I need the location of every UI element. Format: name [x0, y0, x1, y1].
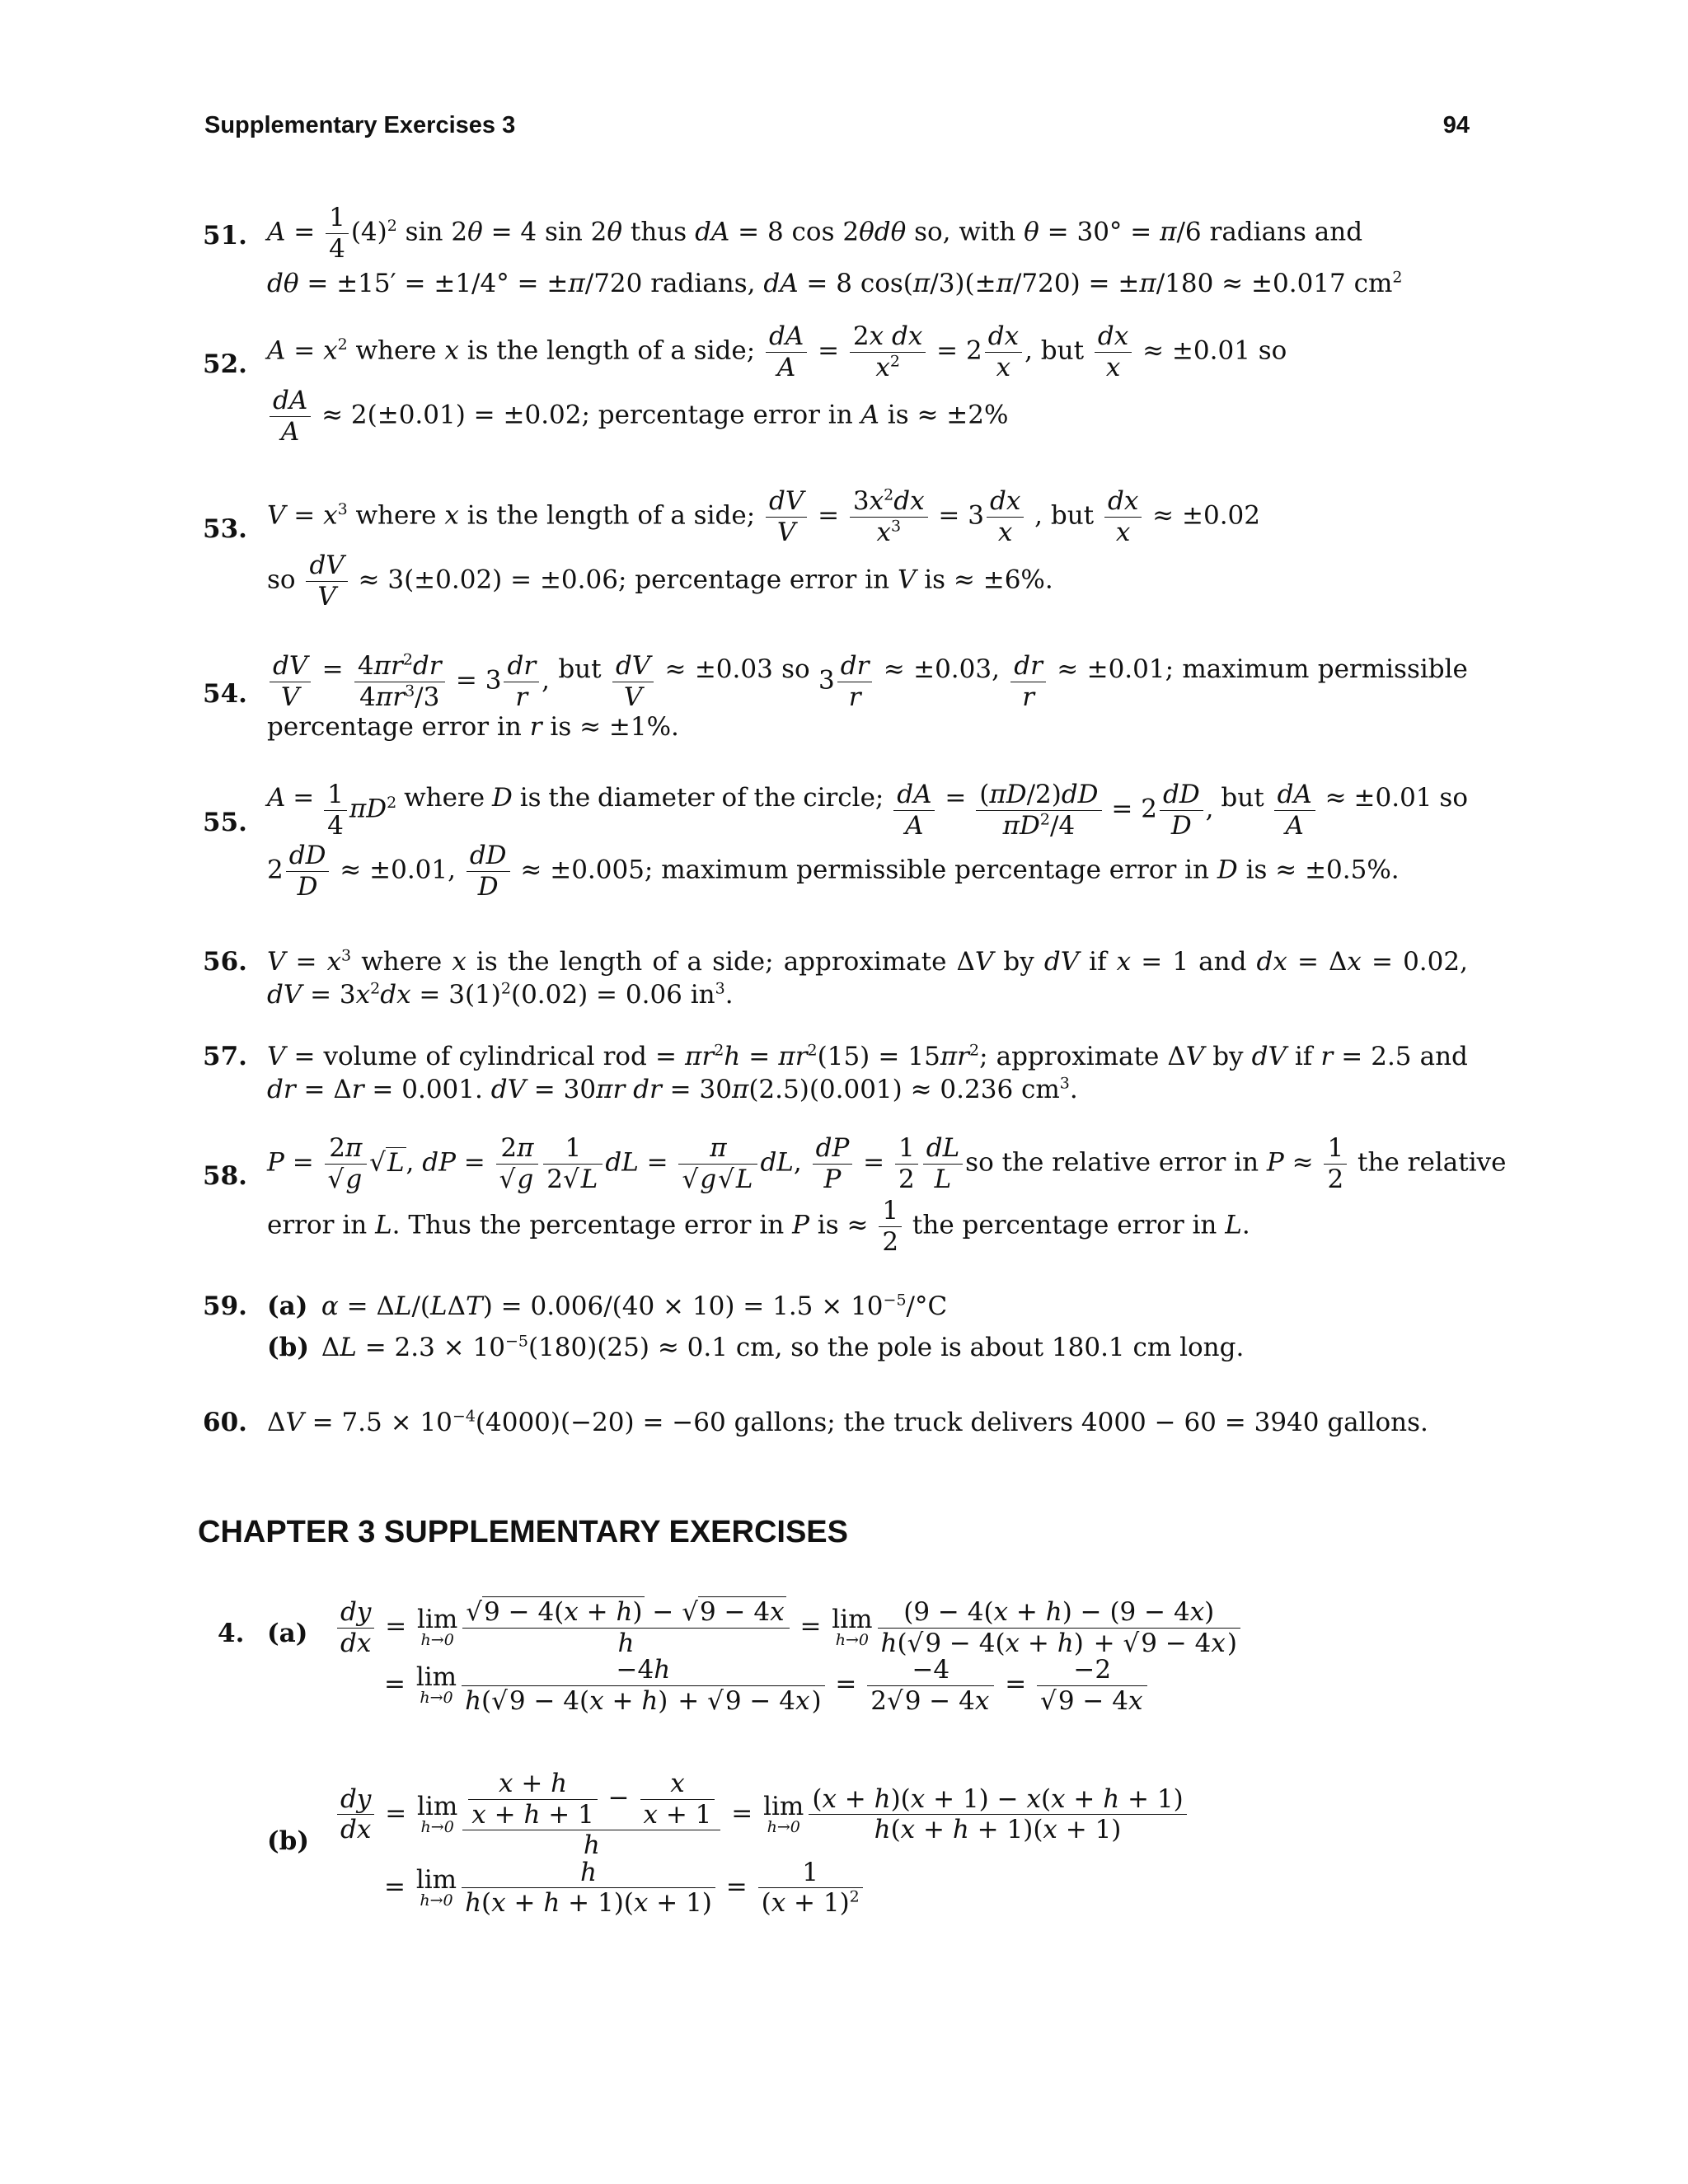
- exercise-56: 56. V = $x^3$ where x is the length of a side; approximate ΔV by dV if x = 1 and dx = Δx = 0.02, dV = $3x^2dx = 3(1)^2(0.02) = 0.06$ $in^3$.: [203, 946, 1468, 1010]
- exercise-number: 54.: [203, 679, 247, 709]
- exercise-number: 58.: [203, 1161, 247, 1191]
- exercise-number: 60.: [203, 1408, 247, 1437]
- part-label: (a): [267, 1619, 308, 1648]
- exercise-number: 53.: [203, 514, 247, 544]
- part-label: (a): [267, 1291, 308, 1321]
- exercise-number: 55.: [203, 808, 247, 837]
- exercise-number: 59.: [203, 1291, 247, 1321]
- part-label: (b): [267, 1333, 310, 1363]
- exercise-4b: (b) $\frac{dy}{dx}$ = lim h→0 $\frac{x + h}{x + h + 1}$ − $\frac{x}{x + 1}$ h = lim h→0 $\frac{(x + h)(x + 1) - x(x + h + 1)}{h(x + h + 1)(x + 1)}$ = lim h→0 $\frac{h}{h(x + h + 1)(x + 1)}$ = $\frac{1}{(x + 1)^2}$: [213, 1770, 1478, 1917]
- exercise-53: 53. $V = x^3$ where x is the length of a side; $\frac{dV}{V}$ = $\frac{3x^2dx}{x^3}$ = 3 $\frac{dx}{x}$ , but $\frac{dx}{x}$ ≈ ±0.02 so $\frac{dV}{V}$ ≈ 3(±0.02) = ±0.06; percentage error in V is ≈ ±6%.: [203, 485, 1260, 612]
- exercise-number: 56.: [203, 947, 247, 977]
- exercise-52: 52. $A = x^2$ where x is the length of a side; $\frac{dA}{A}$ = $\frac{\text{2x dx}}{x^2}$ = 2 $\frac{dx}{x}$ , but $\frac{dx}{x}$ ≈ ±0.01 so $\frac{dA}{A}$ ≈ 2(±0.01) = ±0.02; percentage error in A is ≈ ±2%: [203, 321, 1287, 447]
- page-number: 94: [1442, 112, 1470, 138]
- exercise-59: 59. (a) $\alpha = \Delta L/(L\Delta T) = 0.006/(40 \times 10) = 1.5 \times 10^{-5}/^\circ C$ (b) $\Delta L = 2.3 \times 10^{-5}(180)(25) \approx 0.1$ cm, so the pole is about 180.1 cm long.: [203, 1290, 1468, 1365]
- exercise-60: 60. $\Delta V = 7.5 \times 10^{-4}(4000)(-20) = -60$ gallons; the truck delivers 4000 − 60 = 3940 gallons.: [203, 1406, 1468, 1439]
- exercise-number: 57.: [203, 1042, 247, 1071]
- running-header: Supplementary Exercises 3: [204, 112, 516, 138]
- exercise-58: 58. P = $\frac{2\pi}{√g}$ √L, dP = $\frac{2\pi}{√g}$ $\frac{1}{2√L}$ dL = $\frac{\pi}{√g√L}$ dL, $\frac{dP}{P}$ = $\frac{1}{2}$ $\frac{dL}{L}$ so the relative error in P ≈ $\frac{1}{2}$ the relative error in L. Thus the percentage error in P is ≈ $\frac{1}{2}$ the percentage error in L.: [203, 1133, 1507, 1257]
- exercise-number: 51.: [203, 221, 247, 251]
- exercise-57: 57. V = volume of cylindrical rod = $\pi r^2h$ = $\pi r^2(15)$ = $15\pi r^2$; approximate ΔV by dV if r = 2.5 and dr = Δr = 0.001. dV = 30πr dr = 30π(2.5)(0.001) ≈ 0.236 $cm^3$.: [203, 1041, 1468, 1105]
- part-label: (b): [267, 1826, 310, 1856]
- exercise-4a: 4. (a) $\frac{dy}{dx}$ = lim h→0 $\frac{√9 - 4(x + h) - √9 - 4x}{h}$ = lim h→0 $\frac{(9 - 4(x + h) - (9 - 4x)}{h(√9 - 4(x + h) + √9 - 4x)}$ = lim h→0 $\frac{-4h}{h(√9 - 4(x + h) + √9 - 4x)}$ = $\frac{-4}{2√9 - 4x}$ = $\frac{-2}{√9 - 4x}$: [213, 1599, 1478, 1714]
- exercise-number: 4.: [218, 1619, 245, 1648]
- exercise-51: 51. A = $\frac{1}{4}$ $(4)^2$ sin 2θ = 4 sin 2θ thus dA = 8 cos 2θdθ so, with θ = 30° = π/6 radians and dθ = ±15′ = ±1/4° = ±π/720 radians, dA = 8 cos(π/3)(±π/720) = ±π/180 ≈ ±0.017 $cm^2$: [203, 203, 1403, 299]
- exercise-number: 52.: [203, 349, 247, 379]
- chapter-title: CHAPTER 3 SUPPLEMENTARY EXERCISES: [198, 1515, 849, 1549]
- exercise-54: 54. $\frac{dV}{V}$ = $\frac{4\pi r^2dr}{4\pi r^3/3}$ = 3 $\frac{dr}{r}$ , but $\frac{dV}{V}$ ≈ ±0.03 so 3 $\frac{dr}{r}$ ≈ ±0.03, $\frac{dr}{r}$ ≈ ±0.01; maximum permissible percentage error in r is ≈ ±1%.: [203, 650, 1468, 743]
- exercise-55: 55. A = $\frac{1}{4}$ $\pi D^2$ where D is the diameter of the circle; $\frac{dA}{A}$ = $\frac{(\pi D/2)dD}{\pi D^2/4}$ = 2 $\frac{dD}{D}$ , but $\frac{dA}{A}$ ≈ ±0.01 so 2 $\frac{dD}{D}$ ≈ ±0.01, $\frac{dD}{D}$ ≈ ±0.005; maximum permissible percentage error in D is ≈ ±0.5%.: [203, 780, 1468, 902]
